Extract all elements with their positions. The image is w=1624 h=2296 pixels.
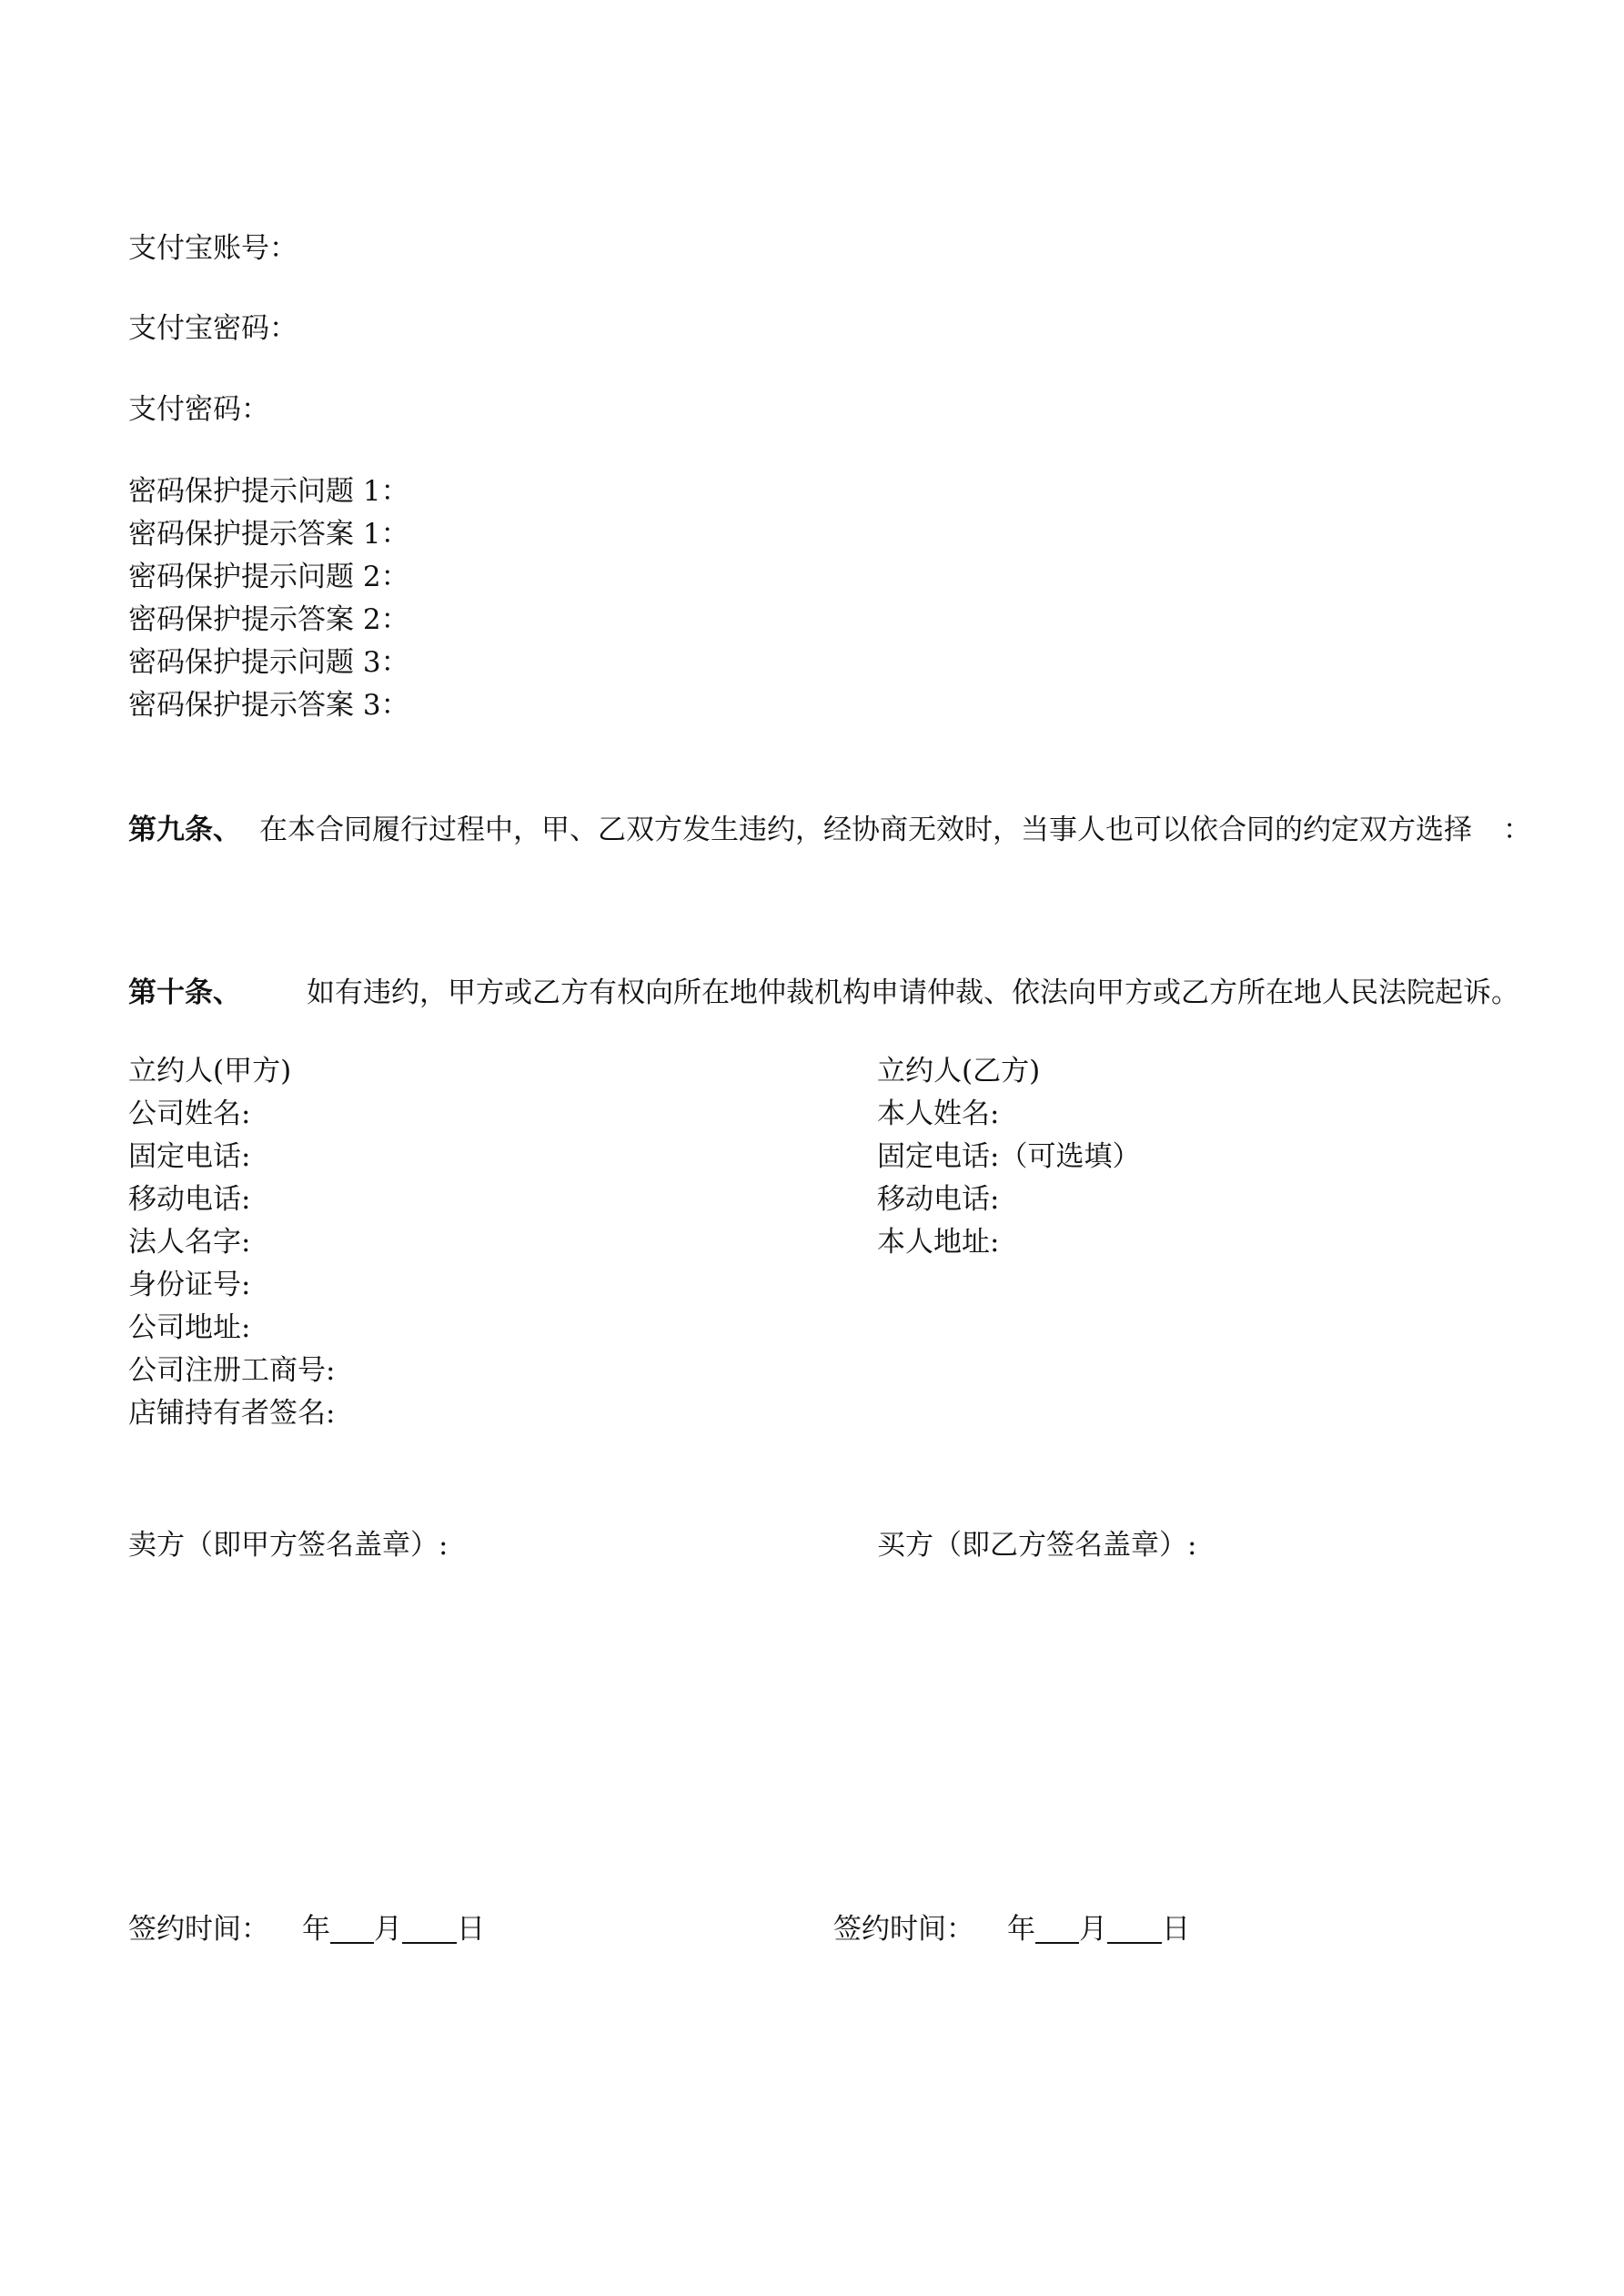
pay-password-label: 支付密码： (128, 393, 269, 426)
party-a-field: 公司姓名: (128, 1097, 251, 1130)
sign-date-year: 年 (302, 1913, 330, 1946)
sign-date-year: 年 (1007, 1913, 1035, 1946)
sign-date-right (833, 1914, 1190, 1944)
party-a-field: 固定电话: (128, 1140, 251, 1173)
article-10 (128, 976, 1519, 1009)
security-question-1: 密码保护提示问题 1： (128, 475, 409, 508)
party-b-field: 移动电话: (877, 1183, 1000, 1216)
day-blank[interactable] (402, 1914, 457, 1944)
sign-date-left (128, 1914, 485, 1944)
month-blank[interactable] (1035, 1914, 1079, 1944)
party-b-field: 本人姓名: (877, 1097, 1000, 1130)
day-blank[interactable] (1107, 1914, 1162, 1944)
sign-date-label: 签约时间： (128, 1913, 269, 1946)
party-a-field: 店铺持有者签名: (128, 1397, 336, 1430)
party-a-field: 法人名字: (128, 1226, 251, 1259)
sign-date-month: 月 (1079, 1913, 1107, 1946)
security-question-2: 密码保护提示问题 2： (128, 561, 409, 593)
alipay-account-label: 支付宝账号： (128, 232, 298, 265)
article-9-tail: ： (1503, 814, 1531, 846)
party-b-field: 本人地址: (877, 1226, 1000, 1259)
sign-date-month: 月 (374, 1913, 402, 1946)
article-10-label: 第十条、 (128, 976, 241, 1009)
party-a-field: 移动电话: (128, 1183, 251, 1216)
party-a-field: 公司注册工商号: (128, 1354, 336, 1387)
security-answer-2: 密码保护提示答案 2： (128, 603, 409, 636)
month-blank[interactable] (330, 1914, 374, 1944)
alipay-password-label: 支付宝密码： (128, 312, 298, 345)
sign-date-day: 日 (457, 1913, 485, 1946)
article-10-text: 如有违约，甲方或乙方有权向所在地仲裁机构申请仲裁、依法向甲方或乙方所在地人民法院起诉。 (307, 976, 1519, 1009)
security-answer-3: 密码保护提示答案 3： (128, 689, 409, 722)
sign-date-day: 日 (1162, 1913, 1190, 1946)
article-9 (128, 816, 1531, 845)
seller-seal-label: 卖方（即甲方签名盖章）: (128, 1529, 449, 1562)
security-question-3: 密码保护提示问题 3： (128, 646, 409, 679)
party-a-field: 身份证号: (128, 1269, 251, 1301)
party-a-field: 公司地址: (128, 1311, 251, 1344)
party-a-heading: 立约人(甲方) (128, 1055, 292, 1087)
buyer-seal-label: 买方（即乙方签名盖章）: (877, 1529, 1197, 1562)
party-b-heading: 立约人(乙方) (877, 1055, 1041, 1087)
sign-date-label: 签约时间： (833, 1913, 974, 1946)
security-answer-1: 密码保护提示答案 1： (128, 518, 409, 551)
party-b-field: 固定电话:（可选填） (877, 1140, 1141, 1173)
article-9-text: 在本合同履行过程中，甲、乙双方发生违约，经协商无效时，当事人也可以依合同的约定双方选择 (259, 814, 1472, 846)
article-9-label: 第九条、 (128, 814, 241, 846)
